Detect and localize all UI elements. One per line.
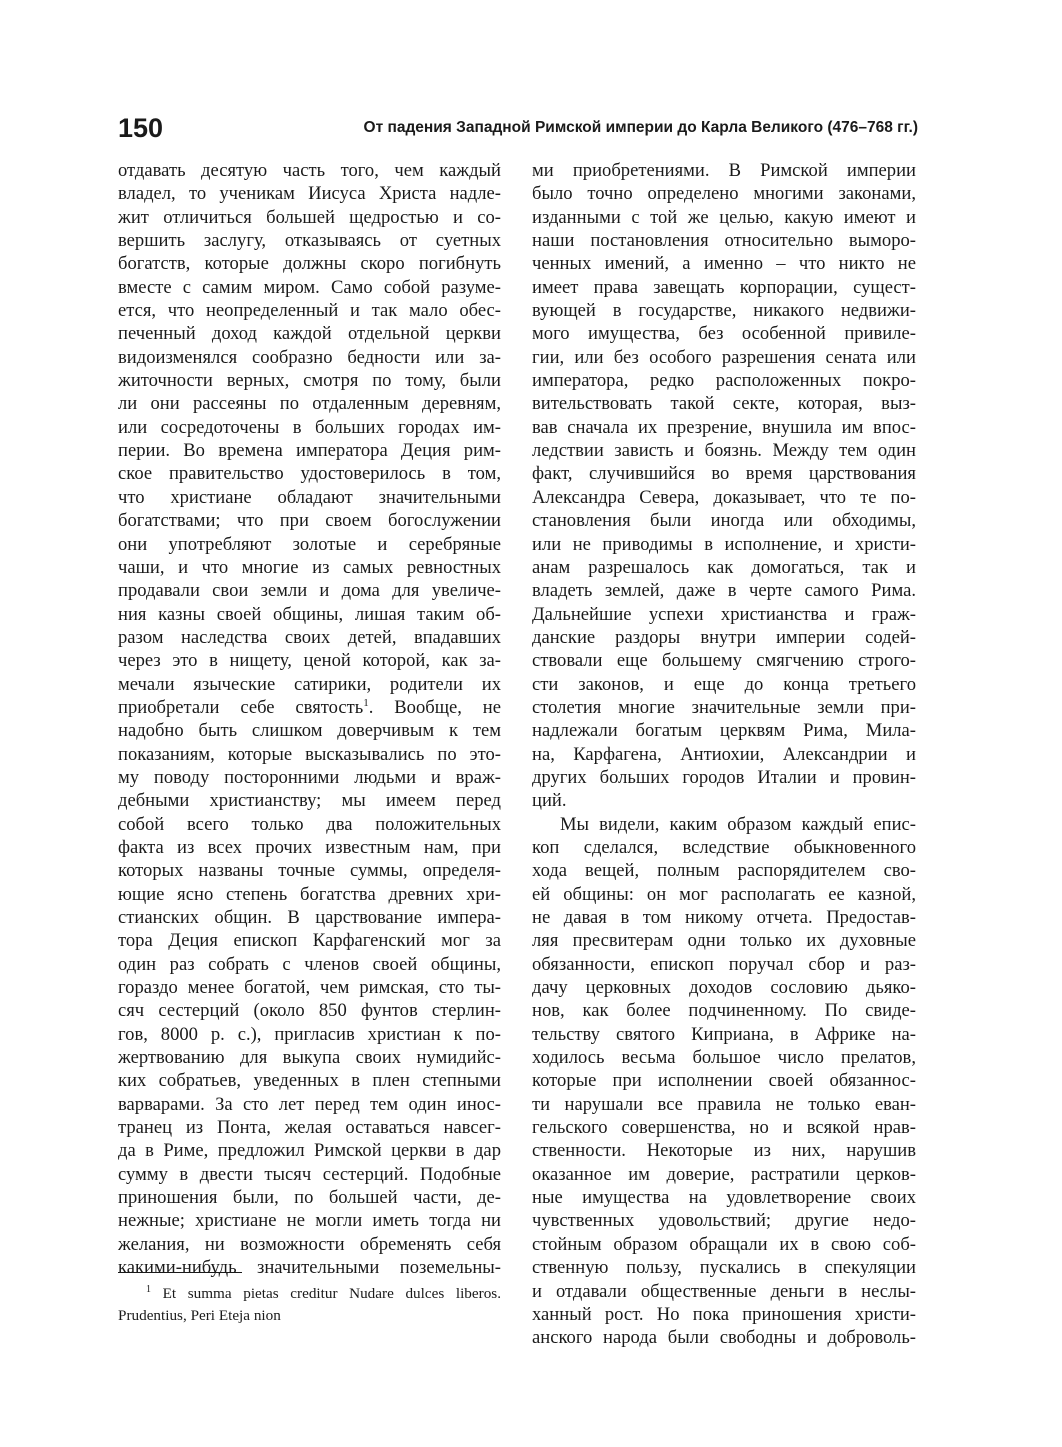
text-line: ные имущества на удовлетворение своих <box>532 1187 916 1209</box>
text-line: гов, 8000 р. с.), пригласив христиан к по- <box>118 1023 501 1045</box>
text-line: наши постановления относительно выморо- <box>532 230 916 252</box>
text-line: вав сначала их презрение, внушила им впос- <box>532 416 916 438</box>
right-text-column <box>532 159 916 1350</box>
text-line: сумму в двести тысяч сестерций. Подобные <box>118 1163 501 1185</box>
text-line: нов, как более подчиненному. По свиде- <box>532 1000 916 1022</box>
text-line: ское правительство удостоверилось в том, <box>118 463 501 485</box>
text-line: столетия многие значительные земли при- <box>532 696 916 718</box>
text-line: сти законов, и еще до конца третьего <box>532 673 916 695</box>
text-line: вершить заслугу, отказываясь от суетных <box>118 230 501 252</box>
text-line: ется, что неопределенный и так мало обес- <box>118 300 501 322</box>
text-line: вующей в государстве, никакого недвижи- <box>532 300 916 322</box>
text-line: стойным образом обращали их в свою соб- <box>532 1233 916 1255</box>
text-line: отдавать десятую часть того, чем каждый <box>118 160 501 181</box>
text-fragment: . Вообще, не <box>368 696 502 718</box>
text-line: богатствами; что при своем богослужении <box>118 510 501 532</box>
text-line: имеет права завещать корпорации, сущест- <box>532 276 916 298</box>
text-line: которые при исполнении своей обязаннос- <box>532 1070 916 1092</box>
text-line: было точно определено многими законами, <box>532 183 916 205</box>
text-line: Дальнейшие успехи христианства и граж- <box>532 603 916 625</box>
running-head <box>118 112 918 144</box>
text-line: ченных имений, а именно – что никто не <box>532 253 916 275</box>
text-line: тельству святого Киприана, в Африке на- <box>532 1023 916 1045</box>
text-line: жертвованию для выкупа своих нумидийс- <box>118 1047 501 1069</box>
text-line: вительствовать такой секте, которая, выз- <box>532 393 916 415</box>
text-line: анам разрешалось как домогаться, так и <box>532 556 916 578</box>
text-line: и отдавали общественные деньги в неслы- <box>532 1280 916 1302</box>
text-line: или сосредоточены в больших городах им- <box>118 416 501 438</box>
text-line: собой всего только два положительных <box>118 813 501 835</box>
footnote-line: Prudentius, Peri Eteja nion <box>118 1306 281 1324</box>
text-line: тора Деция епископ Карфагенский мог за <box>118 930 501 952</box>
text-line: ляя пресвитерам одни только их духовные <box>532 930 916 952</box>
text-line: владел, то ученикам Иисуса Христа надле- <box>118 183 501 205</box>
text-line: ледствии зависть и боязнь. Между тем один <box>532 440 916 462</box>
text-line: через это в нищету, ценой которой, как за- <box>118 650 501 672</box>
text-line: продавали свои земли и дома для увеличе- <box>118 580 501 602</box>
text-line: Мы видели, каким образом каждый епис- <box>560 813 916 835</box>
text-line: ния казны своей общины, лишая таким об- <box>118 603 501 625</box>
text-line: ствовали еще большему смягчению строго- <box>532 650 916 672</box>
text-line: разом наследства своих детей, впадавших <box>118 626 501 648</box>
text-line: житочности верных, смотря по тому, были <box>118 370 501 392</box>
text-line: печенный доход каждой отдельной церкви <box>118 323 501 345</box>
text-line: ханный рост. Но пока приношения христи- <box>532 1303 916 1325</box>
text-line: факта из всех прочих известным нам, при <box>118 836 501 858</box>
text-line: они употребляют золотые и серебряные <box>118 533 501 555</box>
footnote-line <box>118 1283 501 1305</box>
text-line: транец из Понта, желая оставаться навсег- <box>118 1117 501 1139</box>
text-line: что христиане обладают значительными <box>118 486 501 508</box>
text-line: владеть землей, даже в черте самого Рима. <box>532 580 916 602</box>
left-text-column <box>118 159 501 1280</box>
footnote <box>118 1283 501 1326</box>
text-line: императора, редко расположенных покро- <box>532 370 916 392</box>
text-line: данские раздоры внутри империи содей- <box>532 626 916 648</box>
footnote-reference[interactable]: 1 <box>363 696 369 709</box>
text-line: ли они рассеяны по отдаленным деревням, <box>118 393 501 415</box>
text-line: ми приобретениями. В Римской империи <box>532 160 916 181</box>
text-line: вместе с самим миром. Само собой разуме- <box>118 276 501 298</box>
text-line: надобно быть слишком доверчивым к тем <box>118 720 501 742</box>
text-line: ей общины: он мог располагать ее казной, <box>532 883 916 905</box>
text-line: сяч сестерций (около 850 фунтов стерлин- <box>118 1000 501 1022</box>
footnote-text: Et summa pietas creditur Nudare dulces liberos. <box>162 1285 501 1302</box>
text-line: ственности. Некоторые из них, нарушив <box>532 1140 916 1162</box>
text-line: на, Карфагена, Антиохии, Александрии и <box>532 743 916 765</box>
text-line: дебными христианству; мы имеем перед <box>118 790 501 812</box>
text-line: видоизменялся сообразно бедности или за- <box>118 346 501 368</box>
text-line: ких собратьев, уведенных в плен степными <box>118 1070 501 1092</box>
text-line: которых названы точные суммы, определя- <box>118 860 501 882</box>
text-line: желания, ни возможности обременять себя <box>118 1233 501 1255</box>
text-line: обязанности, епископ поручал сбор и раз- <box>532 953 916 975</box>
text-line: ственную пользу, пускались в спекуляции <box>532 1257 916 1279</box>
running-title: От падения Западной Римской империи до Карла Великого (476–768 гг.) <box>363 119 918 136</box>
text-line: мечали языческие сатирики, родители их <box>118 673 501 695</box>
text-line: чувственных удовольствий; другие недо- <box>532 1210 916 1232</box>
page-number: 150 <box>118 113 164 143</box>
text-line: чаши, и что многие из самых ревностных <box>118 556 501 578</box>
text-fragment: приобретали себе святость <box>118 696 364 718</box>
text-line: оказанное им доверие, растратили церков- <box>532 1163 916 1185</box>
text-line: надлежали богатым церквям Рима, Мила- <box>532 720 916 742</box>
text-line: или не приводимы в исполнение, и христи- <box>532 533 916 555</box>
text-line: какими-нибудь значительными поземельны- <box>118 1257 501 1279</box>
text-line: гельского совершенства, но и всякой нрав- <box>532 1117 916 1139</box>
footnote-divider <box>118 1272 242 1273</box>
text-line: становления были иногда или обходимы, <box>532 510 916 532</box>
text-line: один раз собрать с членов своей общины, <box>118 953 501 975</box>
text-line: приношения были, по большей части, де- <box>118 1187 501 1209</box>
text-line: факт, случившийся во время царствования <box>532 463 916 485</box>
text-line: коп сделался, вследствие обыкновенного <box>532 836 916 858</box>
footnote-number: 1 <box>146 1283 151 1295</box>
text-line: хода вещей, полным распорядителем сво- <box>532 860 916 882</box>
text-line: не давая в том никому отчета. Предостав- <box>532 907 916 928</box>
text-line: других больших городов Италии и провин- <box>532 766 916 788</box>
text-line: изданными с той же целью, какую имеют и <box>532 206 916 228</box>
text-line-with-footnote <box>118 696 501 719</box>
text-line: стианских общин. В царствование импера- <box>118 907 501 928</box>
text-line: нежные; христиане не могли иметь тогда ни <box>118 1210 501 1232</box>
text-line: богатств, которые должны скоро погибнуть <box>118 253 501 275</box>
text-line: му поводу посторонними людьми и враж- <box>118 766 501 788</box>
text-line: дачу церковных доходов сословию дьяко- <box>532 977 916 999</box>
text-line: анского народа были свободны и доброволь- <box>532 1327 916 1349</box>
text-line: варварами. За сто лет перед тем один инос- <box>118 1093 501 1115</box>
text-line: показаниям, которые высказывались по это- <box>118 743 501 765</box>
text-line: да в Риме, предложил Римской церкви в дар <box>118 1140 501 1162</box>
text-line: гии, или без особого разрешения сената или <box>532 346 916 368</box>
text-line: ций. <box>532 790 567 812</box>
text-line: перии. Во времена императора Деция рим- <box>118 440 501 462</box>
text-line: Александра Севера, доказывает, что те по- <box>532 486 916 508</box>
text-line: жит отличиться большей щедростью и со- <box>118 206 501 228</box>
text-line: ти нарушали все правила не только еван- <box>532 1093 916 1115</box>
text-line: гораздо менее богатой, чем римская, сто ты- <box>118 977 501 999</box>
text-line: мого имущества, без особенной привиле- <box>532 323 916 345</box>
text-line: ющие ясно степень богатства древних хри- <box>118 883 501 905</box>
text-line: ходилось весьма большое число прелатов, <box>532 1047 916 1069</box>
